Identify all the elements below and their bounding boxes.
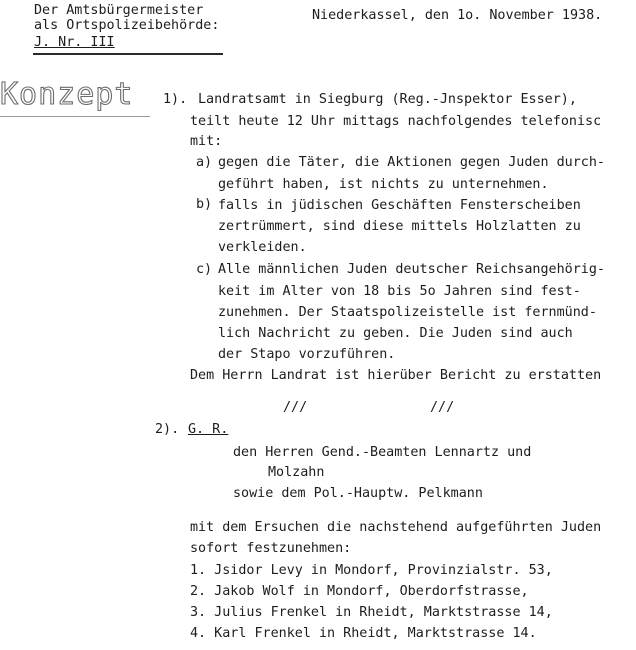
- place-date: Niederkassel, den 1o. November 1938.: [312, 8, 603, 23]
- reference-number: J. Nr. III: [34, 35, 115, 50]
- point-a-line: gegen die Täter, die Aktionen gegen Juden durch-: [218, 155, 605, 170]
- person-list-item: 4. Karl Frenkel in Rheidt, Marktstrasse 14.: [190, 626, 537, 641]
- point-c-line: lich Nachricht zu geben. Die Juden sind auch: [218, 326, 573, 341]
- item-2-number: 2).: [155, 422, 180, 437]
- closing-line: Dem Herrn Landrat ist hierüber Bericht zu erstatten: [190, 368, 602, 383]
- person-list-item: 3. Julius Frenkel in Rheidt, Marktstrasse 14,: [190, 605, 553, 620]
- authority-line-1: Der Amtsbürgermeister: [34, 3, 204, 18]
- stamp-underline: [0, 116, 150, 117]
- item-1-number: 1).: [163, 92, 188, 107]
- point-label-b: b): [196, 197, 213, 212]
- point-c-line: Alle männlichen Juden deutscher Reichsangehörig-: [218, 262, 605, 277]
- request-line: sofort festzunehmen:: [190, 541, 352, 556]
- point-c-line: keit im Alter von 18 bis 5o Jahren sind fest-: [218, 284, 581, 299]
- recipient-line: sowie dem Pol.-Hauptw. Pelkmann: [233, 486, 483, 501]
- point-b-line: zertrümmert, sind diese mittels Holzlatten zu: [218, 219, 581, 234]
- point-c-line: zunehmen. Der Staatspolizeistelle ist fernmünd-: [218, 305, 597, 320]
- recipient-line: Molzahn: [268, 465, 325, 480]
- point-label-c: c): [196, 262, 213, 277]
- authority-line-2: als Ortspolizeibehörde:: [34, 18, 220, 33]
- item-1-line: teilt heute 12 Uhr mittags nachfolgendes telefonisc: [190, 114, 602, 129]
- recipient-line: den Herren Gend.-Beamten Lennartz und: [233, 445, 532, 460]
- point-a-line: geführt haben, ist nichts zu unternehmen.: [218, 177, 549, 192]
- item-1-line: Landratsamt in Siegburg (Reg.-Jnspektor Esser),: [198, 92, 577, 107]
- item-1-line: mit:: [190, 134, 223, 149]
- point-b-line: verkleiden.: [218, 240, 307, 255]
- person-list-item: 2. Jakob Wolf in Mondorf, Oberdorfstrasse,: [190, 584, 529, 599]
- gr-label: G. R.: [188, 422, 229, 437]
- request-line: mit dem Ersuchen die nachstehend aufgeführten Juden: [190, 520, 602, 535]
- separator-right: ///: [430, 400, 455, 415]
- point-label-a: a): [196, 155, 213, 170]
- point-c-line: der Stapo vorzuführen.: [218, 347, 396, 362]
- separator-left: ///: [283, 400, 308, 415]
- konzept-stamp: Konzept: [0, 77, 134, 112]
- header-divider: [33, 53, 223, 55]
- person-list-item: 1. Jsidor Levy in Mondorf, Provinzialstr. 53,: [190, 563, 553, 578]
- point-b-line: falls in jüdischen Geschäften Fensterscheiben: [218, 198, 581, 213]
